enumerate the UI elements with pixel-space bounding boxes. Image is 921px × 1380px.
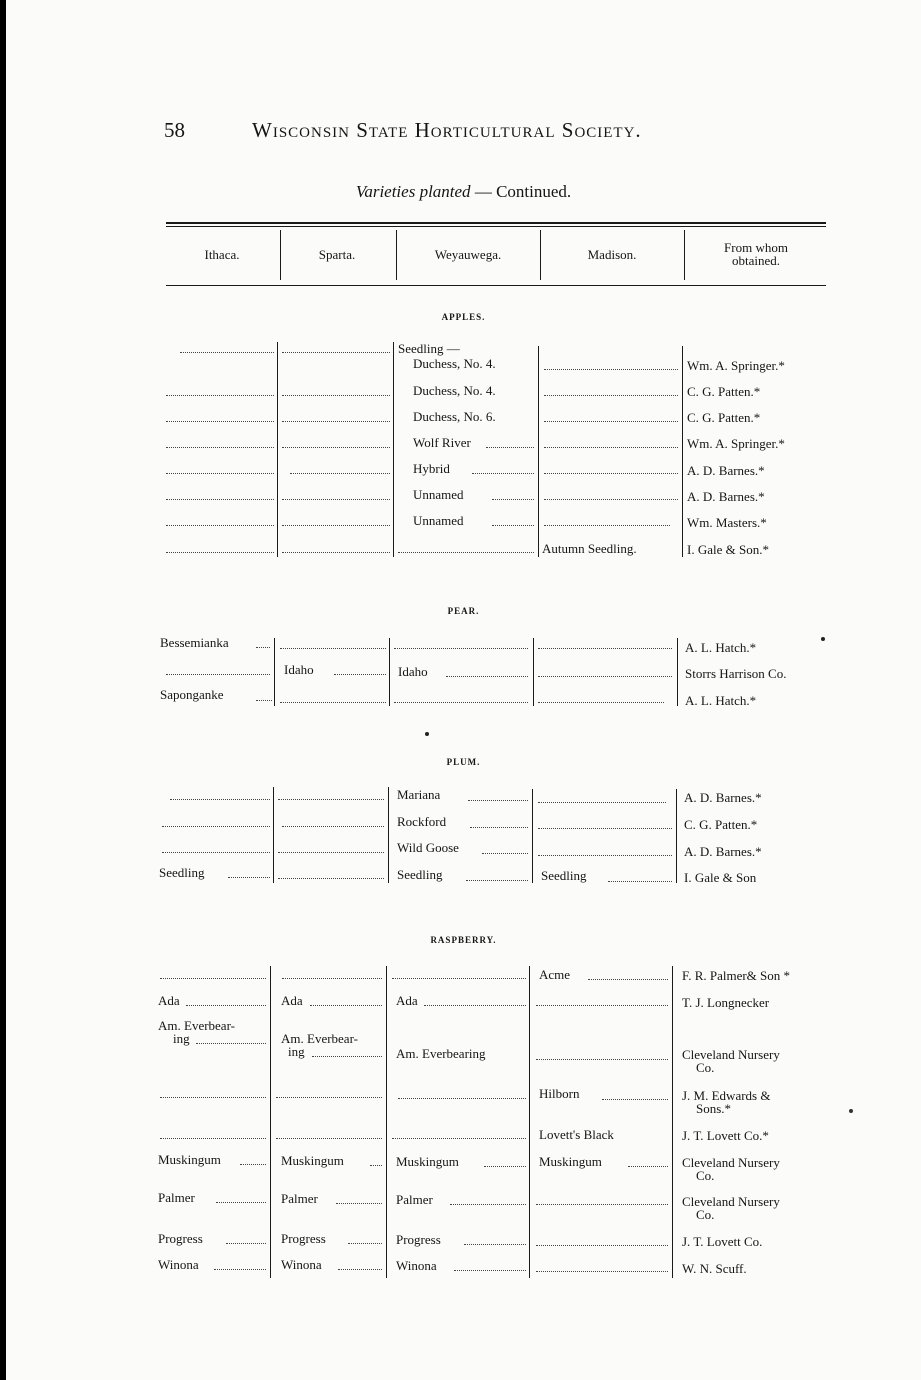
- col-divider: [274, 638, 275, 706]
- leader-dots: [186, 1005, 266, 1006]
- leader-dots: [166, 552, 274, 553]
- col-divider: [533, 638, 534, 706]
- rasp-row-7-from-cont: Co.: [696, 1207, 715, 1222]
- plum-row-4-from: I. Gale & Son: [684, 870, 757, 885]
- leader-dots: [538, 855, 672, 856]
- plum-row-1-from: A. D. Barnes.*: [684, 790, 762, 805]
- leader-dots: [536, 1271, 668, 1272]
- leader-dots: [538, 676, 672, 677]
- rasp-row-9-from: W. N. Scuff.: [682, 1261, 747, 1276]
- leader-dots: [166, 421, 274, 422]
- leader-dots: [394, 648, 528, 649]
- leader-dots: [214, 1269, 266, 1270]
- rasp-row-7-sparta: Palmer: [281, 1191, 318, 1206]
- leader-dots: [334, 674, 386, 675]
- leader-dots: [282, 552, 390, 553]
- leader-dots: [466, 880, 528, 881]
- leader-dots: [484, 1166, 526, 1167]
- col-divider: [273, 787, 274, 883]
- rasp-row-4-madison: Hilborn: [539, 1086, 580, 1101]
- plum-row-4-ithaca: Seedling: [159, 865, 205, 880]
- leader-dots: [240, 1164, 266, 1165]
- leader-dots: [166, 395, 274, 396]
- leader-dots: [602, 1099, 668, 1100]
- rasp-row-3-ithaca-cont: ing: [173, 1031, 190, 1046]
- pear-row-3-ithaca: Saponganke: [160, 687, 224, 702]
- leader-dots: [162, 826, 270, 827]
- plum-row-1-weyauwega: Mariana: [397, 787, 441, 802]
- plum-row-4-madison: Seedling: [541, 868, 587, 883]
- rasp-row-3-sparta: Am. Everbear-: [281, 1031, 358, 1046]
- ink-speck: [849, 1109, 853, 1113]
- col-divider: [532, 789, 533, 883]
- leader-dots: [282, 826, 384, 827]
- apple-row-6-from: A. D. Barnes.*: [687, 489, 765, 504]
- leader-dots: [486, 447, 534, 448]
- rasp-row-9-ithaca: Winona: [158, 1257, 199, 1272]
- subtitle-italic: Varieties planted: [355, 182, 471, 201]
- leader-dots: [492, 499, 534, 500]
- leader-dots: [536, 1059, 668, 1060]
- apple-row-4-from: Wm. A. Springer.*: [687, 436, 785, 451]
- leader-dots: [544, 395, 678, 396]
- leader-dots: [398, 1098, 526, 1099]
- rasp-row-8-ithaca: Progress: [158, 1231, 203, 1246]
- col-divider: [280, 230, 281, 280]
- col-divider: [396, 230, 397, 280]
- col-divider: [393, 342, 394, 557]
- leader-dots: [282, 525, 390, 526]
- top-rule-thick: [166, 222, 826, 224]
- leader-dots: [588, 979, 668, 980]
- leader-dots: [278, 878, 384, 879]
- leader-dots: [538, 802, 666, 803]
- apple-row-1-weyauwega-cont: Duchess, No. 4.: [413, 356, 496, 371]
- apple-row-4-weyauwega: Wolf River: [413, 435, 471, 450]
- apple-row-3-weyauwega: Duchess, No. 6.: [413, 409, 496, 424]
- apple-row-2-from: C. G. Patten.*: [687, 384, 761, 399]
- col-divider: [529, 966, 530, 1278]
- col-divider: [684, 230, 685, 280]
- apple-row-8-madison: Autumn Seedling.: [542, 541, 637, 556]
- leader-dots: [424, 1005, 526, 1006]
- rasp-row-5-from: J. T. Lovett Co.*: [682, 1128, 769, 1143]
- apple-row-3-from: C. G. Patten.*: [687, 410, 761, 425]
- pear-row-1-ithaca: Bessemianka: [160, 635, 229, 650]
- page-number: 58: [164, 118, 185, 142]
- leader-dots: [544, 369, 678, 370]
- leader-dots: [628, 1166, 668, 1167]
- rasp-row-2-from: T. J. Longnecker: [682, 995, 770, 1010]
- leader-dots: [544, 447, 678, 448]
- col-divider: [682, 346, 683, 557]
- apple-row-5-weyauwega: Hybrid: [413, 461, 450, 476]
- col-divider: [386, 966, 387, 1278]
- rasp-row-3-weyauwega: Am. Everbearing: [396, 1046, 486, 1061]
- leader-dots: [166, 447, 274, 448]
- leader-dots: [538, 648, 672, 649]
- leader-dots: [538, 828, 672, 829]
- rasp-row-3-from: Cleveland Nursery: [682, 1047, 780, 1062]
- leader-dots: [166, 473, 274, 474]
- page-header: [6, 112, 921, 152]
- leader-dots: [398, 552, 534, 553]
- rasp-row-2-ithaca: Ada: [158, 993, 180, 1008]
- leader-dots: [468, 800, 528, 801]
- leader-dots: [282, 421, 390, 422]
- leader-dots: [312, 1056, 382, 1057]
- apple-row-6-weyauwega: Unnamed: [413, 487, 464, 502]
- section-plum: PLUM.: [446, 757, 481, 767]
- col-divider: [277, 342, 278, 557]
- apple-row-7-weyauwega: Unnamed: [413, 513, 464, 528]
- leader-dots: [544, 473, 678, 474]
- rasp-row-3-sparta-cont: ing: [288, 1044, 305, 1059]
- top-rule-thin: [166, 226, 826, 227]
- rasp-row-9-sparta: Winona: [281, 1257, 322, 1272]
- col-divider: [270, 966, 271, 1278]
- ink-speck: [821, 637, 825, 641]
- leader-dots: [282, 447, 390, 448]
- leader-dots: [538, 702, 664, 703]
- plum-row-3-from: A. D. Barnes.*: [684, 844, 762, 859]
- leader-dots: [162, 852, 270, 853]
- leader-dots: [256, 700, 272, 701]
- leader-dots: [536, 1005, 668, 1006]
- leader-dots: [280, 648, 386, 649]
- leader-dots: [544, 499, 678, 500]
- column-headings: [166, 228, 826, 282]
- leader-dots: [282, 395, 390, 396]
- rasp-row-8-weyauwega: Progress: [396, 1232, 441, 1247]
- plum-row-2-from: C. G. Patten.*: [684, 817, 758, 832]
- leader-dots: [608, 881, 672, 882]
- col-divider: [672, 966, 673, 1278]
- rasp-row-1-madison: Acme: [539, 967, 571, 982]
- col-head-ithaca: Ithaca.: [204, 246, 240, 262]
- leader-dots: [446, 676, 528, 677]
- rasp-row-3-ithaca: Am. Everbear-: [158, 1018, 235, 1033]
- rasp-row-6-from: Cleveland Nursery: [682, 1155, 780, 1170]
- leader-dots: [536, 1204, 668, 1205]
- col-divider: [388, 787, 389, 883]
- col-head-sparta: Sparta.: [318, 246, 356, 262]
- rasp-row-4-from: J. M. Edwards &: [682, 1088, 771, 1103]
- rasp-row-6-sparta: Muskingum: [281, 1153, 344, 1168]
- rasp-row-6-from-cont: Co.: [696, 1168, 715, 1183]
- section-raspberry: RASPBERRY.: [430, 935, 497, 945]
- section-pear: PEAR.: [447, 606, 480, 616]
- rasp-row-9-weyauwega: Winona: [396, 1258, 437, 1273]
- pear-row-2-sparta: Idaho: [284, 662, 314, 677]
- leader-dots: [282, 352, 390, 353]
- leader-dots: [226, 1243, 266, 1244]
- leader-dots: [160, 1097, 266, 1098]
- leader-dots: [492, 525, 534, 526]
- leader-dots: [160, 978, 266, 979]
- plum-row-4-weyauwega: Seedling: [397, 867, 443, 882]
- leader-dots: [392, 1138, 526, 1139]
- rasp-row-7-ithaca: Palmer: [158, 1190, 195, 1205]
- rasp-row-7-from: Cleveland Nursery: [682, 1194, 780, 1209]
- leader-dots: [470, 827, 528, 828]
- leader-dots: [544, 421, 678, 422]
- running-title: Wisconsin State Horticultural Society.: [252, 118, 642, 142]
- leader-dots: [228, 877, 270, 878]
- leader-dots: [310, 1005, 382, 1006]
- leader-dots: [282, 499, 390, 500]
- leader-dots: [170, 799, 270, 800]
- pear-row-2-weyauwega: Idaho: [398, 664, 428, 679]
- leader-dots: [392, 978, 526, 979]
- leader-dots: [336, 1203, 382, 1204]
- col-divider: [677, 638, 678, 706]
- apple-row-8-from: I. Gale & Son.*: [687, 542, 769, 557]
- rasp-row-8-sparta: Progress: [281, 1231, 326, 1246]
- leader-dots: [370, 1165, 382, 1166]
- col-divider: [538, 346, 539, 557]
- leader-dots: [276, 1097, 382, 1098]
- leader-dots: [166, 674, 270, 675]
- leader-dots: [338, 1269, 382, 1270]
- leader-dots: [536, 1245, 668, 1246]
- leader-dots: [180, 352, 274, 353]
- rasp-row-2-sparta: Ada: [281, 993, 303, 1008]
- leader-dots: [482, 853, 528, 854]
- book-page: [6, 0, 921, 1380]
- apple-row-1-from: Wm. A. Springer.*: [687, 358, 785, 373]
- leader-dots: [464, 1244, 526, 1245]
- rasp-row-7-weyauwega: Palmer: [396, 1192, 433, 1207]
- leader-dots: [454, 1270, 526, 1271]
- leader-dots: [450, 1204, 526, 1205]
- leader-dots: [278, 852, 384, 853]
- apple-row-1-weyauwega: Seedling —: [398, 341, 460, 356]
- header-bottom-rule: [166, 285, 826, 286]
- pear-row-3-from: A. L. Hatch.*: [685, 693, 757, 708]
- subtitle-rest: — Continued.: [474, 182, 572, 201]
- leader-dots: [256, 647, 270, 648]
- section-apples: APPLES.: [441, 312, 486, 322]
- leader-dots: [160, 1138, 266, 1139]
- leader-dots: [280, 702, 386, 703]
- col-divider: [389, 638, 390, 706]
- pear-row-2-from: Storrs Harrison Co.: [685, 666, 787, 681]
- col-head-madison: Madison.: [587, 246, 637, 262]
- rasp-row-8-from: J. T. Lovett Co.: [682, 1234, 763, 1249]
- plum-row-2-weyauwega: Rockford: [397, 814, 447, 829]
- leader-dots: [216, 1202, 266, 1203]
- col-divider: [676, 789, 677, 883]
- rasp-row-6-ithaca: Muskingum: [158, 1152, 221, 1167]
- leader-dots: [166, 499, 274, 500]
- rasp-row-2-weyauwega: Ada: [396, 993, 418, 1008]
- rasp-row-6-madison: Muskingum: [539, 1154, 602, 1169]
- leader-dots: [472, 473, 534, 474]
- leader-dots: [276, 1138, 382, 1139]
- leader-dots: [278, 799, 384, 800]
- rasp-row-6-weyauwega: Muskingum: [396, 1154, 459, 1169]
- pear-row-1-from: A. L. Hatch.*: [685, 640, 757, 655]
- leader-dots: [394, 702, 528, 703]
- table-subtitle: [6, 182, 921, 202]
- leader-dots: [544, 525, 670, 526]
- apple-row-7-from: Wm. Masters.*: [687, 515, 767, 530]
- leader-dots: [166, 525, 274, 526]
- ink-speck: [425, 732, 429, 736]
- leader-dots: [282, 978, 382, 979]
- leader-dots: [348, 1243, 382, 1244]
- rasp-row-3-from-cont: Co.: [696, 1060, 715, 1075]
- rasp-row-4-from-cont: Sons.*: [696, 1101, 732, 1116]
- leader-dots: [196, 1043, 266, 1044]
- col-head-weyauwega: Weyauwega.: [434, 246, 502, 262]
- apple-row-5-from: A. D. Barnes.*: [687, 463, 765, 478]
- rasp-row-5-madison: Lovett's Black: [539, 1127, 614, 1142]
- leader-dots: [290, 473, 390, 474]
- rasp-row-1-from: F. R. Palmer& Son *: [682, 968, 791, 983]
- plum-row-3-weyauwega: Wild Goose: [397, 840, 459, 855]
- col-divider: [540, 230, 541, 280]
- apple-row-2-weyauwega: Duchess, No. 4.: [413, 383, 496, 398]
- col-head-from-whom: From whom obtained.: [724, 240, 788, 268]
